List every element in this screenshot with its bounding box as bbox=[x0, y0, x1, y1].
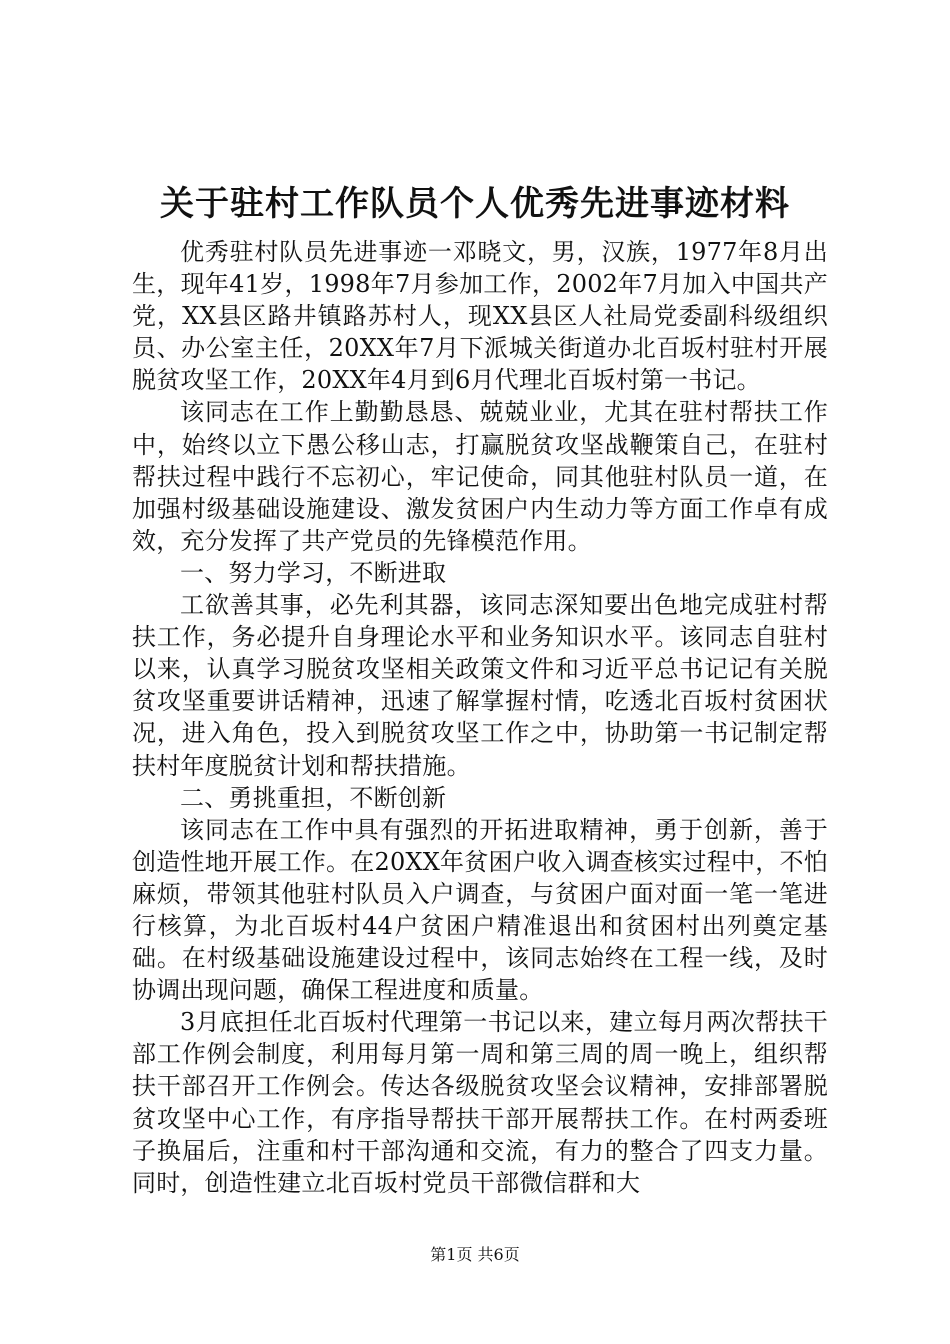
document-title: 关于驻村工作队员个人优秀先进事迹材料 bbox=[160, 184, 790, 224]
section-heading-2: 二、勇挑重担，不断创新 bbox=[180, 783, 447, 812]
paragraph-intro: 优秀驻村队员先进事迹一邓晓文，男，汉族，1977年8月出生，现年41岁，1998年7月参加工作，2002年7月加入中国共产党，XX县区路井镇路苏村人，现XX县区人社局党委副科级组织员、办公室主任，20XX年7月下派城关街道办北百坂村驻村开展脱贫攻坚工作，20XX年4月到6月代理北百坂村第一书记。 bbox=[132, 238, 828, 395]
page-number-footer: 第1页 共6页 bbox=[430, 1245, 520, 1264]
section-heading-1: 一、努力学习，不断进取 bbox=[180, 558, 447, 587]
paragraph-section-2-continued: 3月底担任北百坂村代理第一书记以来，建立每月两次帮扶干部工作例会制度，利用每月第一周和第三周的周一晚上，组织帮扶干部召开工作例会。传达各级脱贫攻坚会议精神，安排部署脱贫攻坚中心工作，有序指导帮扶干部开展帮扶工作。在村两委班子换届后，注重和村干部沟通和交流，有力的整合了四支力量。同时，创造性建立北百坂村党员干部微信群和大 bbox=[132, 1008, 828, 1197]
document-body bbox=[132, 236, 828, 1199]
paragraph-section-1: 工欲善其事，必先利其器，该同志深知要出色地完成驻村帮扶工作，务必提升自身理论水平和业务知识水平。该同志自驻村以来，认真学习脱贫攻坚相关政策文件和习近平总书记记有关脱贫攻坚重要讲话精神，迅速了解掌握村情，吃透北百坂村贫困状况，进入角色，投入到脱贫攻坚工作之中，协助第一书记制定帮扶村年度脱贫计划和帮扶措施。 bbox=[132, 591, 828, 780]
paragraph-section-2: 该同志在工作中具有强烈的开拓进取精神，勇于创新，善于创造性地开展工作。在20XX年贫困户收入调查核实过程中，不怕麻烦，带领其他驻村队员入户调查，与贫困户面对面一笔一笔进行核算，为北百坂村44户贫困户精准退出和贫困村出列奠定基础。在村级基础设施建设过程中，该同志始终在工程一线，及时协调出现问题，确保工程进度和质量。 bbox=[132, 815, 828, 1005]
paragraph-summary: 该同志在工作上勤勤恳恳、兢兢业业，尤其在驻村帮扶工作中，始终以立下愚公移山志，打赢脱贫攻坚战鞭策自己，在驻村帮扶过程中践行不忘初心，牢记使命，同其他驻村队员一道，在加强村级基础设施建设、激发贫困户内生动力等方面工作卓有成效，充分发挥了共产党员的先锋模范作用。 bbox=[132, 398, 828, 555]
